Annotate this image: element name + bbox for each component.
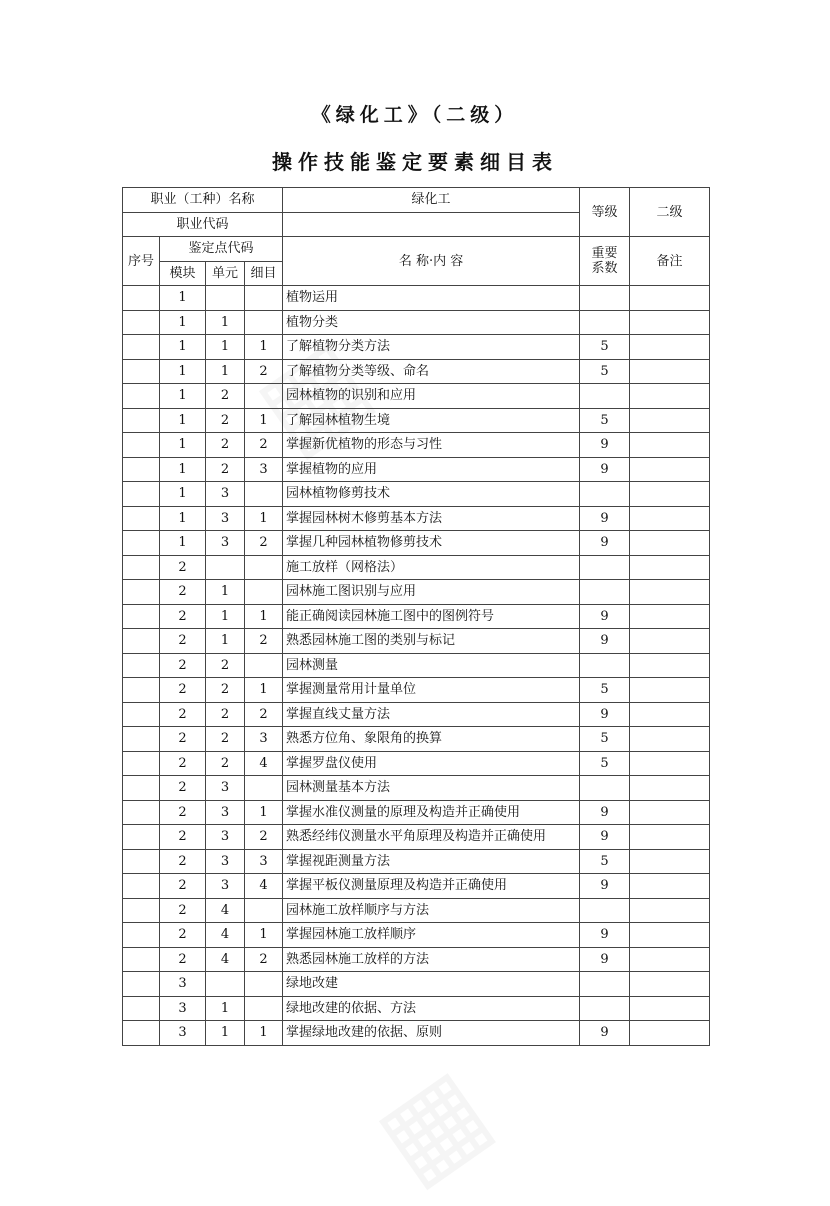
- name-cell: 掌握新优植物的形态与习性: [283, 433, 580, 458]
- remark-cell: [630, 800, 710, 825]
- table-row: [123, 335, 710, 360]
- detail-cell: 1: [245, 800, 283, 825]
- unit-cell: 2: [206, 678, 245, 703]
- level-label: 等级: [580, 188, 630, 237]
- name-cell: 植物分类: [283, 310, 580, 335]
- seq-cell: [123, 580, 160, 605]
- seq-cell: [123, 604, 160, 629]
- detail-cell: [245, 996, 283, 1021]
- remark-cell: [630, 604, 710, 629]
- seq-cell: [123, 727, 160, 752]
- module-cell: 2: [160, 825, 206, 850]
- weight-cell: [580, 580, 630, 605]
- remark-cell: [630, 286, 710, 311]
- weight-cell: 5: [580, 678, 630, 703]
- seq-cell: [123, 947, 160, 972]
- table-row: [123, 947, 710, 972]
- table-row: [123, 482, 710, 507]
- detail-cell: 1: [245, 408, 283, 433]
- module-cell: 2: [160, 751, 206, 776]
- unit-cell: 2: [206, 653, 245, 678]
- module-cell: 1: [160, 310, 206, 335]
- detail-cell: [245, 972, 283, 997]
- seq-cell: [123, 849, 160, 874]
- seq-cell: [123, 898, 160, 923]
- name-cell: 园林施工图识别与应用: [283, 580, 580, 605]
- detail-cell: 1: [245, 678, 283, 703]
- module-cell: 2: [160, 923, 206, 948]
- header-row-columns: [123, 237, 710, 262]
- table-row: [123, 702, 710, 727]
- code-label: 职业代码: [123, 212, 283, 237]
- code-value: [283, 212, 580, 237]
- weight-cell: 5: [580, 849, 630, 874]
- detail-cell: 1: [245, 335, 283, 360]
- weight-cell: 9: [580, 702, 630, 727]
- weight-cell: 9: [580, 923, 630, 948]
- remark-cell: [630, 482, 710, 507]
- name-content-header: 名 称·内 容: [283, 237, 580, 286]
- detail-cell: 2: [245, 433, 283, 458]
- seq-cell: [123, 457, 160, 482]
- remark-cell: [630, 457, 710, 482]
- weight-cell: 5: [580, 408, 630, 433]
- unit-cell: 1: [206, 580, 245, 605]
- weight-cell: [580, 482, 630, 507]
- table-row: [123, 972, 710, 997]
- unit-cell: 4: [206, 947, 245, 972]
- remark-cell: [630, 825, 710, 850]
- seq-cell: [123, 408, 160, 433]
- table-row: [123, 898, 710, 923]
- weight-cell: [580, 996, 630, 1021]
- seq-cell: [123, 433, 160, 458]
- remark-cell: [630, 506, 710, 531]
- detail-cell: [245, 653, 283, 678]
- table-row: [123, 604, 710, 629]
- table-row: [123, 653, 710, 678]
- unit-cell: 3: [206, 531, 245, 556]
- detail-cell: 1: [245, 506, 283, 531]
- remark-cell: [630, 653, 710, 678]
- unit-cell: 1: [206, 310, 245, 335]
- detail-cell: 4: [245, 874, 283, 899]
- unit-cell: 2: [206, 457, 245, 482]
- module-cell: 2: [160, 800, 206, 825]
- unit-cell: [206, 555, 245, 580]
- module-cell: 2: [160, 727, 206, 752]
- module-cell: 1: [160, 457, 206, 482]
- module-cell: 3: [160, 996, 206, 1021]
- weight-cell: 9: [580, 800, 630, 825]
- module-cell: 3: [160, 972, 206, 997]
- detail-cell: [245, 776, 283, 801]
- table-row: [123, 629, 710, 654]
- module-cell: 1: [160, 359, 206, 384]
- detail-cell: [245, 286, 283, 311]
- remark-cell: [630, 702, 710, 727]
- remark-cell: [630, 923, 710, 948]
- name-cell: 熟悉经纬仪测量水平角原理及构造并正确使用: [283, 825, 580, 850]
- level-value: 二级: [630, 188, 710, 237]
- remark-cell: [630, 996, 710, 1021]
- module-cell: 1: [160, 506, 206, 531]
- detail-cell: [245, 384, 283, 409]
- seq-cell: [123, 384, 160, 409]
- unit-cell: 1: [206, 629, 245, 654]
- module-cell: 2: [160, 898, 206, 923]
- table-row: [123, 923, 710, 948]
- seq-cell: [123, 923, 160, 948]
- module-header: 模块: [160, 261, 206, 286]
- weight-cell: 9: [580, 604, 630, 629]
- unit-cell: 2: [206, 727, 245, 752]
- unit-cell: 1: [206, 1021, 245, 1046]
- weight-cell: [580, 555, 630, 580]
- unit-cell: 3: [206, 874, 245, 899]
- name-cell: 熟悉园林施工放样的方法: [283, 947, 580, 972]
- module-cell: 3: [160, 1021, 206, 1046]
- watermark-bottom: [353, 1042, 512, 1206]
- detail-cell: 2: [245, 825, 283, 850]
- weight-cell: [580, 653, 630, 678]
- detail-cell: 2: [245, 947, 283, 972]
- name-cell: 园林施工放样顺序与方法: [283, 898, 580, 923]
- seq-cell: [123, 751, 160, 776]
- seq-cell: [123, 702, 160, 727]
- seq-cell: [123, 678, 160, 703]
- name-cell: 熟悉园林施工图的类别与标记: [283, 629, 580, 654]
- name-cell: 掌握植物的应用: [283, 457, 580, 482]
- unit-cell: 2: [206, 433, 245, 458]
- remark-cell: [630, 335, 710, 360]
- name-cell: 掌握园林树木修剪基本方法: [283, 506, 580, 531]
- detail-cell: 1: [245, 604, 283, 629]
- module-cell: 2: [160, 555, 206, 580]
- table-row: [123, 531, 710, 556]
- unit-header: 单元: [206, 261, 245, 286]
- module-cell: 1: [160, 286, 206, 311]
- unit-cell: 4: [206, 923, 245, 948]
- weight-cell: [580, 776, 630, 801]
- table-row: [123, 874, 710, 899]
- detail-header: 细目: [245, 261, 283, 286]
- weight-cell: [580, 384, 630, 409]
- remark-cell: [630, 727, 710, 752]
- detail-cell: 1: [245, 1021, 283, 1046]
- name-cell: 园林测量基本方法: [283, 776, 580, 801]
- unit-cell: 3: [206, 825, 245, 850]
- document-subtitle: 操作技能鉴定要素细目表: [272, 150, 558, 174]
- weight-cell: 5: [580, 359, 630, 384]
- detail-cell: 3: [245, 457, 283, 482]
- remark-cell: [630, 678, 710, 703]
- module-cell: 2: [160, 629, 206, 654]
- module-cell: 2: [160, 678, 206, 703]
- remark-cell: [630, 408, 710, 433]
- name-cell: 掌握园林施工放样顺序: [283, 923, 580, 948]
- seq-cell: [123, 286, 160, 311]
- weight-cell: 9: [580, 433, 630, 458]
- detail-cell: 3: [245, 849, 283, 874]
- remark-cell: [630, 531, 710, 556]
- weight-header: 重要 系数: [580, 237, 630, 286]
- remark-cell: [630, 874, 710, 899]
- weight-cell: 9: [580, 457, 630, 482]
- module-cell: 2: [160, 849, 206, 874]
- table-row: [123, 359, 710, 384]
- name-cell: 掌握测量常用计量单位: [283, 678, 580, 703]
- module-cell: 2: [160, 874, 206, 899]
- table-row: [123, 776, 710, 801]
- weight-cell: 5: [580, 751, 630, 776]
- name-cell: 了解植物分类等级、命名: [283, 359, 580, 384]
- module-cell: 2: [160, 653, 206, 678]
- detail-cell: 2: [245, 531, 283, 556]
- table-row: [123, 1021, 710, 1046]
- detail-cell: 2: [245, 702, 283, 727]
- remark-cell: [630, 433, 710, 458]
- table-row: [123, 678, 710, 703]
- remark-cell: [630, 629, 710, 654]
- table-row: [123, 800, 710, 825]
- occupation-label: 职业（工种）名称: [123, 188, 283, 213]
- name-cell: 掌握水准仪测量的原理及构造并正确使用: [283, 800, 580, 825]
- unit-cell: [206, 972, 245, 997]
- seq-cell: [123, 359, 160, 384]
- detail-cell: 1: [245, 923, 283, 948]
- name-cell: 掌握绿地改建的依据、原则: [283, 1021, 580, 1046]
- weight-cell: 9: [580, 947, 630, 972]
- module-cell: 2: [160, 947, 206, 972]
- seq-cell: [123, 629, 160, 654]
- table-row: [123, 408, 710, 433]
- seq-cell: [123, 531, 160, 556]
- unit-cell: 1: [206, 996, 245, 1021]
- unit-cell: 3: [206, 482, 245, 507]
- unit-cell: 3: [206, 849, 245, 874]
- unit-cell: 1: [206, 359, 245, 384]
- weight-cell: 9: [580, 629, 630, 654]
- detail-cell: 4: [245, 751, 283, 776]
- unit-cell: 2: [206, 702, 245, 727]
- table-row: [123, 286, 710, 311]
- name-cell: 掌握直线丈量方法: [283, 702, 580, 727]
- header-row-occupation: [123, 188, 710, 213]
- table-row: [123, 825, 710, 850]
- weight-cell: [580, 310, 630, 335]
- table-row: [123, 555, 710, 580]
- name-cell: 能正确阅读园林施工图中的图例符号: [283, 604, 580, 629]
- seq-cell: [123, 506, 160, 531]
- seq-cell: [123, 335, 160, 360]
- remark-cell: [630, 1021, 710, 1046]
- detail-cell: [245, 580, 283, 605]
- document-title: 《绿化工》（二级）: [311, 104, 519, 126]
- module-cell: 2: [160, 580, 206, 605]
- remark-header: 备注: [630, 237, 710, 286]
- table-row: [123, 849, 710, 874]
- table-row: [123, 457, 710, 482]
- name-cell: 掌握视距测量方法: [283, 849, 580, 874]
- module-cell: 1: [160, 408, 206, 433]
- module-cell: 1: [160, 384, 206, 409]
- seq-cell: [123, 555, 160, 580]
- seq-cell: [123, 653, 160, 678]
- seq-cell: [123, 996, 160, 1021]
- detail-cell: [245, 482, 283, 507]
- skills-table: [122, 187, 710, 1046]
- detail-cell: [245, 310, 283, 335]
- detail-cell: 2: [245, 359, 283, 384]
- weight-cell: 5: [580, 727, 630, 752]
- name-cell: 园林植物的识别和应用: [283, 384, 580, 409]
- name-cell: 熟悉方位角、象限角的换算: [283, 727, 580, 752]
- seq-cell: [123, 482, 160, 507]
- table-row: [123, 310, 710, 335]
- unit-cell: 3: [206, 506, 245, 531]
- module-cell: 1: [160, 433, 206, 458]
- seq-cell: [123, 776, 160, 801]
- remark-cell: [630, 751, 710, 776]
- name-cell: 施工放样（网格法）: [283, 555, 580, 580]
- weight-cell: 9: [580, 531, 630, 556]
- seq-cell: [123, 800, 160, 825]
- remark-cell: [630, 384, 710, 409]
- seq-cell: [123, 874, 160, 899]
- table-row: [123, 384, 710, 409]
- remark-cell: [630, 580, 710, 605]
- weight-cell: 9: [580, 825, 630, 850]
- weight-cell: 5: [580, 335, 630, 360]
- unit-cell: 2: [206, 384, 245, 409]
- unit-cell: 1: [206, 604, 245, 629]
- unit-cell: 2: [206, 408, 245, 433]
- unit-cell: [206, 286, 245, 311]
- seq-cell: [123, 1021, 160, 1046]
- unit-cell: 2: [206, 751, 245, 776]
- detail-cell: [245, 898, 283, 923]
- remark-cell: [630, 310, 710, 335]
- remark-cell: [630, 776, 710, 801]
- table-row: [123, 996, 710, 1021]
- weight-cell: [580, 972, 630, 997]
- remark-cell: [630, 359, 710, 384]
- table-row: [123, 727, 710, 752]
- weight-cell: 9: [580, 506, 630, 531]
- name-cell: 了解植物分类方法: [283, 335, 580, 360]
- module-cell: 1: [160, 531, 206, 556]
- weight-cell: [580, 286, 630, 311]
- name-cell: 了解园林植物生境: [283, 408, 580, 433]
- remark-cell: [630, 555, 710, 580]
- name-cell: 园林测量: [283, 653, 580, 678]
- remark-cell: [630, 947, 710, 972]
- name-cell: 掌握罗盘仪使用: [283, 751, 580, 776]
- name-cell: 绿地改建: [283, 972, 580, 997]
- remark-cell: [630, 972, 710, 997]
- unit-cell: 3: [206, 776, 245, 801]
- module-cell: 2: [160, 776, 206, 801]
- seq-cell: [123, 825, 160, 850]
- module-cell: 2: [160, 604, 206, 629]
- unit-cell: 3: [206, 800, 245, 825]
- name-cell: 掌握几种园林植物修剪技术: [283, 531, 580, 556]
- detail-cell: [245, 555, 283, 580]
- table-row: [123, 580, 710, 605]
- remark-cell: [630, 849, 710, 874]
- name-cell: 植物运用: [283, 286, 580, 311]
- seq-cell: [123, 972, 160, 997]
- table-row: [123, 751, 710, 776]
- weight-cell: [580, 898, 630, 923]
- name-cell: 园林植物修剪技术: [283, 482, 580, 507]
- detail-cell: 2: [245, 629, 283, 654]
- remark-cell: [630, 898, 710, 923]
- point-code-header: 鉴定点代码: [160, 237, 283, 262]
- table-row: [123, 506, 710, 531]
- weight-cell: 9: [580, 1021, 630, 1046]
- name-cell: 掌握平板仪测量原理及构造并正确使用: [283, 874, 580, 899]
- name-cell: 绿地改建的依据、方法: [283, 996, 580, 1021]
- module-cell: 1: [160, 482, 206, 507]
- detail-cell: 3: [245, 727, 283, 752]
- seq-header: 序号: [123, 237, 160, 286]
- occupation-value: 绿化工: [283, 188, 580, 213]
- module-cell: 1: [160, 335, 206, 360]
- table-row: [123, 433, 710, 458]
- unit-cell: 4: [206, 898, 245, 923]
- module-cell: 2: [160, 702, 206, 727]
- seq-cell: [123, 310, 160, 335]
- weight-cell: 9: [580, 874, 630, 899]
- unit-cell: 1: [206, 335, 245, 360]
